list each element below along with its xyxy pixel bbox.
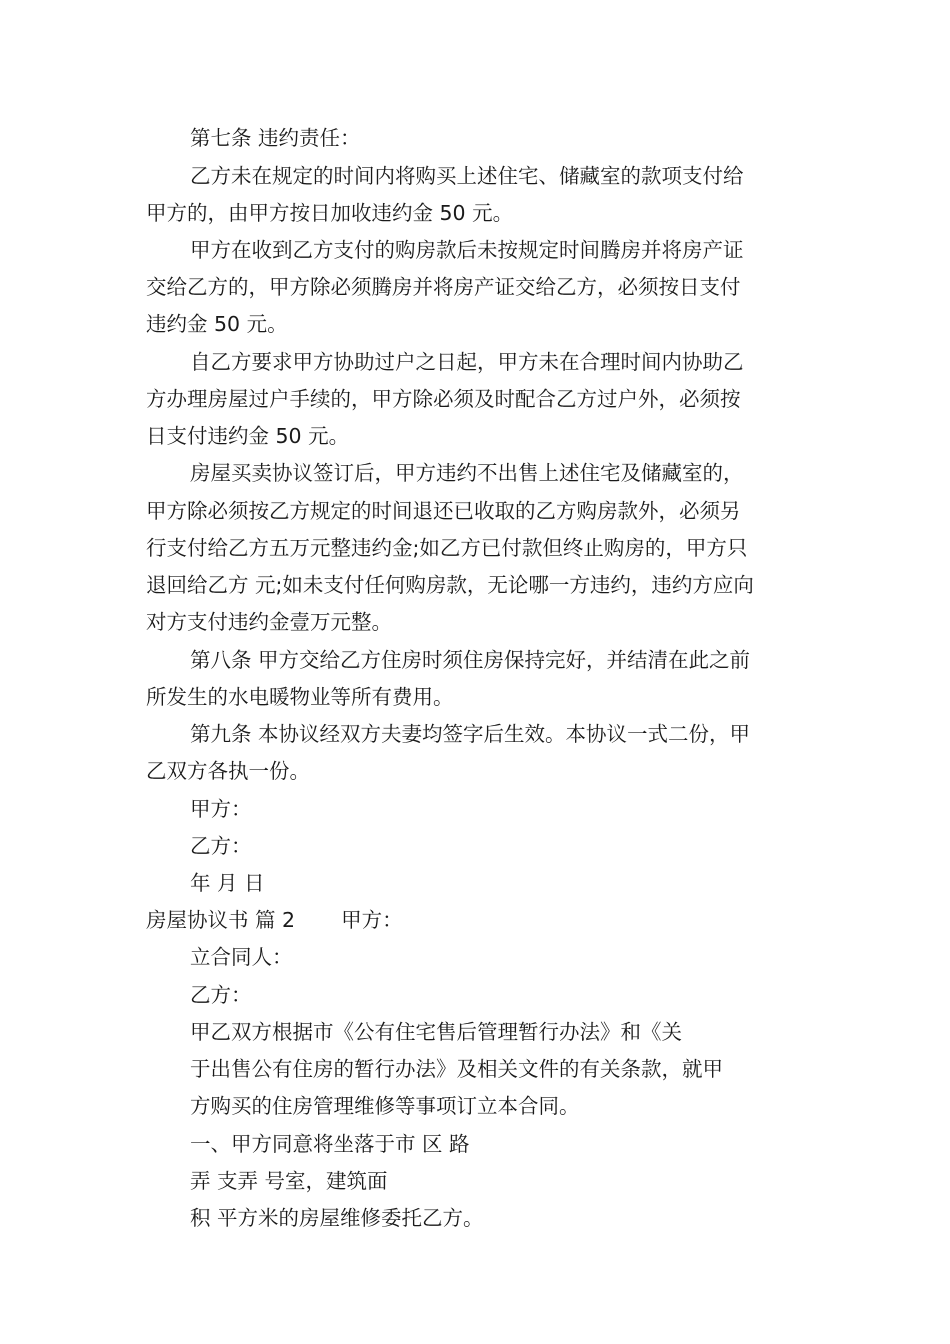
paragraph-line: 乙方未在规定的时间内将购买上述住宅、储藏室的款项支付给 (190, 164, 744, 188)
paragraph-line: 于出售公有住房的暂行办法》及相关文件的有关条款，就甲 (190, 1057, 723, 1081)
paragraph-line: 方办理房屋过户手续的，甲方除必须及时配合乙方过户外，必须按 (146, 387, 741, 411)
date-line: 年 月 日 (190, 871, 265, 895)
paragraph-line: 甲方在收到乙方支付的购房款后未按规定时间腾房并将房产证 (190, 238, 744, 262)
party-b-signature-label: 乙方： (190, 834, 252, 858)
article-7-heading: 第七条 违约责任： (190, 126, 361, 150)
contract-party-label: 立合同人： (190, 945, 293, 969)
paragraph-line: 甲乙双方根据市《公有住宅售后管理暂行办法》和《关 (190, 1020, 682, 1044)
section-2-title: 房屋协议书 篇 2 (146, 908, 296, 932)
paragraph-line: 对方支付违约金壹万元整。 (146, 610, 392, 634)
party-a-label: 甲方： (341, 908, 403, 932)
paragraph-line: 方购买的住房管理维修等事项订立本合同。 (190, 1094, 580, 1118)
paragraph-line: 自乙方要求甲方协助过户之日起，甲方未在合理时间内协助乙 (190, 350, 744, 374)
party-a-signature-label: 甲方： (190, 797, 252, 821)
paragraph-line: 乙双方各执一份。 (146, 759, 310, 783)
paragraph-line: 甲方的，由甲方按日加收违约金 50 元。 (146, 201, 514, 225)
paragraph-line: 房屋买卖协议签订后，甲方违约不出售上述住宅及储藏室的， (190, 461, 744, 485)
paragraph-line: 积 平方米的房屋维修委托乙方。 (190, 1206, 484, 1230)
paragraph-line: 交给乙方的，甲方除必须腾房并将房产证交给乙方，必须按日支付 (146, 275, 741, 299)
clause-1-line: 一、甲方同意将坐落于市 区 路 (190, 1132, 470, 1156)
party-b-label: 乙方： (190, 983, 252, 1007)
article-9-line: 第九条 本协议经双方夫妻均签字后生效。本协议一式二份，甲 (190, 722, 751, 746)
article-8-line: 第八条 甲方交给乙方住房时须住房保持完好，并结清在此之前 (190, 648, 751, 672)
paragraph-line: 甲方除必须按乙方规定的时间退还已收取的乙方购房款外，必须另 (146, 499, 741, 523)
section-2-heading (146, 906, 403, 934)
paragraph-line: 日支付违约金 50 元。 (146, 424, 350, 448)
paragraph-line: 行支付给乙方五万元整违约金;如乙方已付款但终止购房的，甲方只 (146, 536, 748, 560)
paragraph-line: 退回给乙方 元;如未支付任何购房款，无论哪一方违约，违约方应向 (146, 573, 754, 597)
paragraph-line: 所发生的水电暖物业等所有费用。 (146, 685, 454, 709)
paragraph-line: 弄 支弄 号室，建筑面 (190, 1169, 388, 1193)
paragraph-line: 违约金 50 元。 (146, 312, 288, 336)
